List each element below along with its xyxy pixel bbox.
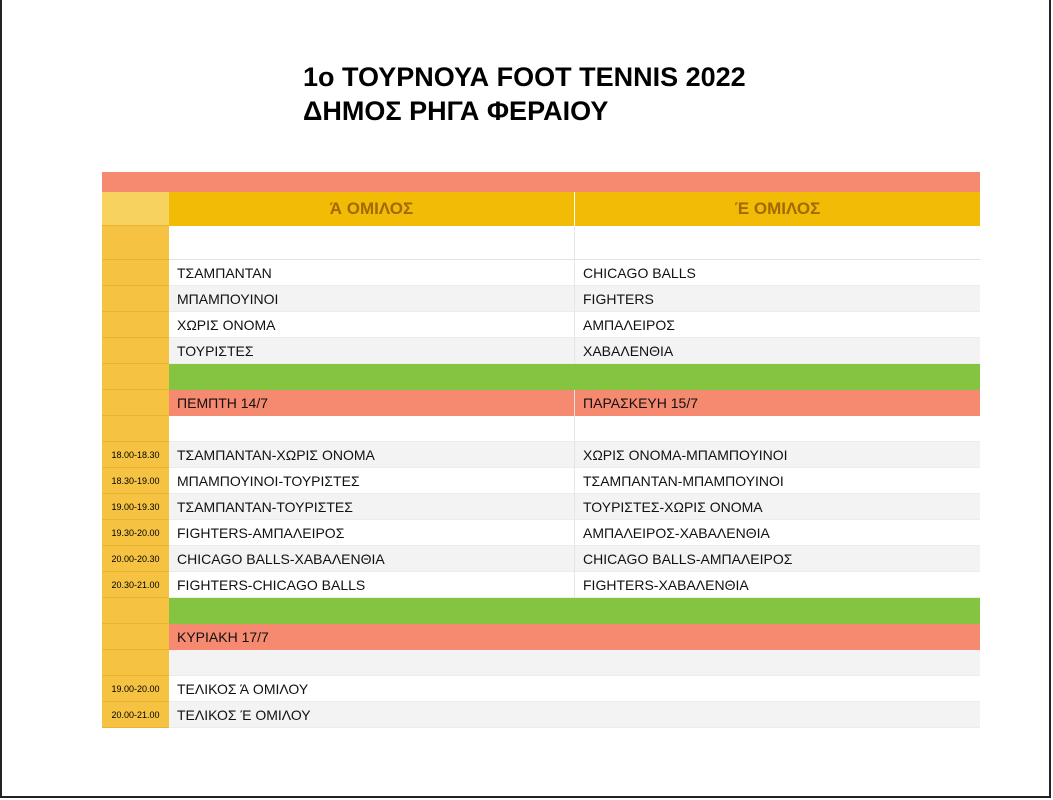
match-time: 18.30-19.00 [102,468,169,494]
time-cell [102,598,169,624]
final-row [102,676,980,702]
match-a: ΤΣΑΜΠΑΝΤΑΝ-ΤΟΥΡΙΣΤΕΣ [169,494,574,520]
day-header-row [102,390,980,416]
team-row [102,286,980,312]
document-title [303,60,746,128]
team-b-cell: ΑΜΠΑΛΕΙΡΟΣ [574,312,980,338]
blank-cell [574,416,980,442]
time-cell [102,260,169,286]
blank-cell [574,226,980,260]
time-cell [102,650,169,676]
time-cell [102,416,169,442]
match-b: ΧΩΡΙΣ ΟΝΟΜΑ-ΜΠΑΜΠΟΥΙΝΟΙ [574,442,980,468]
finals-day-label: ΚΥΡΙΑΚΗ 17/7 [169,624,980,650]
match-row [102,468,980,494]
table-top-band [102,172,980,192]
match-a: ΜΠΑΜΠΟΥΙΝΟΙ-ΤΟΥΡΙΣΤΕΣ [169,468,574,494]
time-cell [102,312,169,338]
match-row [102,442,980,468]
blank-row [102,226,980,260]
final-label: ΤΕΛΙΚΟΣ Ά ΟΜΙΛΟΥ [169,676,980,702]
time-cell [102,226,169,260]
team-b-cell: ΧΑΒΑΛΕΝΘΙΑ [574,338,980,364]
match-row [102,572,980,598]
match-b: ΤΟΥΡΙΣΤΕΣ-ΧΩΡΙΣ ΟΝΟΜΑ [574,494,980,520]
match-time: 19.00-19.30 [102,494,169,520]
finals-day-row [102,624,980,650]
match-time: 20.30-21.00 [102,572,169,598]
title-line-1: 1ο ΤΟΥΡΝΟΥΑ FOOT TENNIS 2022 [303,62,746,92]
team-row [102,312,980,338]
time-cell [102,286,169,312]
group-b-header: Έ ΟΜΙΛΟΣ [574,192,980,226]
team-row [102,338,980,364]
final-label: ΤΕΛΙΚΟΣ Έ ΟΜΙΛΟΥ [169,702,980,728]
match-time: 20.00-20.30 [102,546,169,572]
group-header-row [102,192,980,226]
blank-cell [169,226,574,260]
blank-row [102,416,980,442]
day-a-label: ΠΕΜΠΤΗ 14/7 [169,390,574,416]
team-b-cell: FIGHTERS [574,286,980,312]
divider-cell [169,364,980,390]
team-b-cell: CHICAGO BALLS [574,260,980,286]
blank-cell [169,416,574,442]
final-row [102,702,980,728]
blank-cell [169,650,980,676]
group-a-header: Ά ΟΜΙΛΟΣ [169,192,574,226]
blank-row [102,650,980,676]
divider-row [102,598,980,624]
time-cell [102,172,169,192]
schedule-table [102,172,980,728]
team-a-cell: ΧΩΡΙΣ ΟΝΟΜΑ [169,312,574,338]
team-a-cell: ΤΟΥΡΙΣΤΕΣ [169,338,574,364]
match-a: FIGHTERS-CHICAGO BALLS [169,572,574,598]
time-cell [102,624,169,650]
match-b: FIGHTERS-ΧΑΒΑΛΕΝΘΙΑ [574,572,980,598]
match-time: 19.30-20.00 [102,520,169,546]
team-a-cell: ΤΣΑΜΠΑΝΤΑΝ [169,260,574,286]
match-a: FIGHTERS-ΑΜΠΑΛΕΙΡΟΣ [169,520,574,546]
final-time: 19.00-20.00 [102,676,169,702]
match-a: ΤΣΑΜΠΑΝΤΑΝ-ΧΩΡΙΣ ΟΝΟΜΑ [169,442,574,468]
top-band-cell [169,172,980,192]
time-cell [102,192,169,226]
team-a-cell: ΜΠΑΜΠΟΥΙΝΟΙ [169,286,574,312]
time-cell [102,364,169,390]
match-row [102,494,980,520]
day-b-label: ΠΑΡΑΣΚΕΥΗ 15/7 [574,390,980,416]
divider-cell [169,598,980,624]
match-b: ΤΣΑΜΠΑΝΤΑΝ-ΜΠΑΜΠΟΥΙΝΟΙ [574,468,980,494]
team-row [102,260,980,286]
match-row [102,546,980,572]
match-b: CHICAGO BALLS-ΑΜΠΑΛΕΙΡΟΣ [574,546,980,572]
match-time: 18.00-18.30 [102,442,169,468]
divider-row [102,364,980,390]
title-line-2: ΔΗΜΟΣ ΡΗΓΑ ΦΕΡΑΙΟΥ [303,96,609,126]
time-cell [102,338,169,364]
time-cell [102,390,169,416]
final-time: 20.00-21.00 [102,702,169,728]
match-a: CHICAGO BALLS-ΧΑΒΑΛΕΝΘΙΑ [169,546,574,572]
match-row [102,520,980,546]
match-b: ΑΜΠΑΛΕΙΡΟΣ-ΧΑΒΑΛΕΝΘΙΑ [574,520,980,546]
